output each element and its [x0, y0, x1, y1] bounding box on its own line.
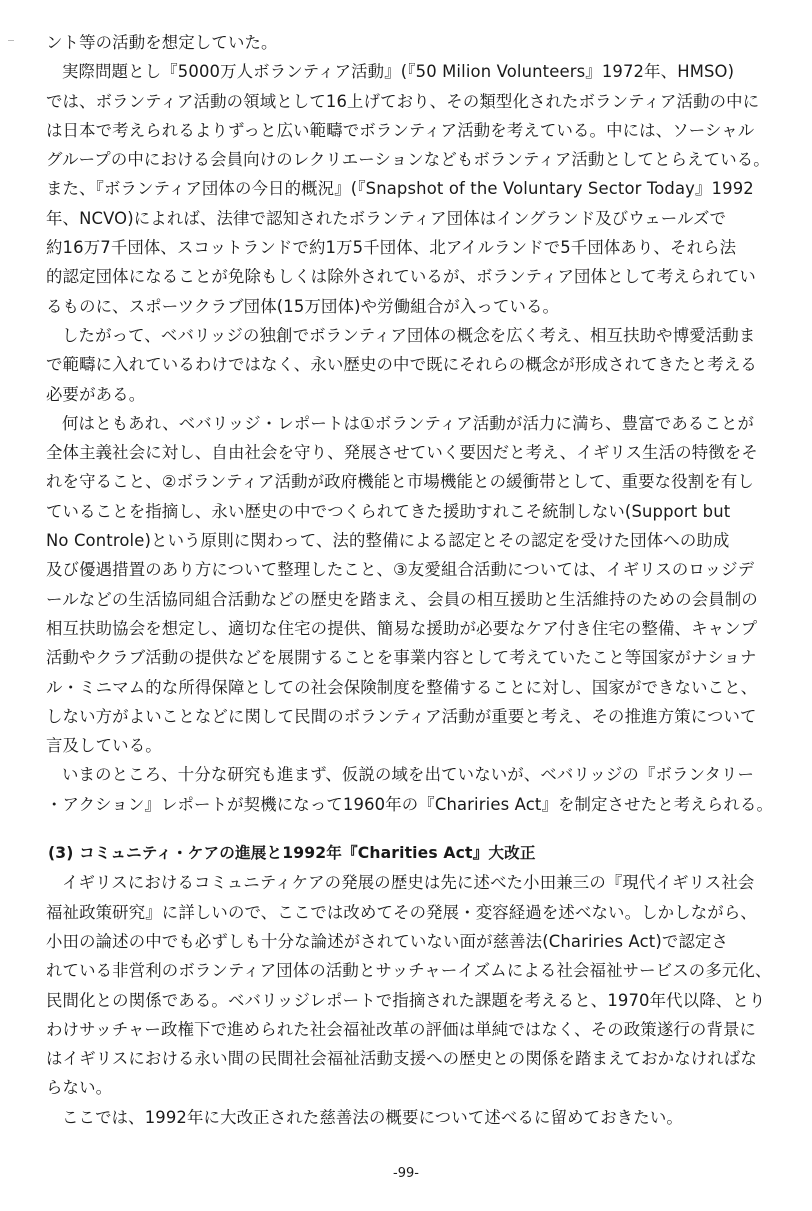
text-line: では、ボランティア活動の領域として16上げており、その類型化されたボランティア活動の中に	[46, 91, 760, 111]
text-line: ント等の活動を想定していた。	[46, 33, 278, 52]
text-line: しない方がよいことなどに関して民間のボランティア活動が重要と考え、その推進方策について	[46, 706, 757, 726]
text-line: ル・ミニマム的な所得保障としての社会保険制度を整備することに対し、国家ができないこと、	[46, 677, 758, 697]
text-line: 的認定団体になることが免除もしくは除外されているが、ボランティア団体として考えられてい	[46, 267, 756, 287]
text-line: 約16万7千団体、スコットランドで約1万5千団体、北アイルランドで5千団体あり、それら法	[46, 238, 737, 258]
section-gap	[46, 819, 784, 839]
page-number: -99-	[393, 1166, 419, 1181]
body-text	[46, 28, 784, 1132]
text-line: 何はともあれ、ベバリッジ・レポートは①ボランティア活動が活力に満ち、豊富であることが	[62, 413, 755, 433]
text-line: ていることを指摘し、永い歴史の中でつくられてきた援助すれこそ統制しない(Support but	[46, 501, 731, 521]
text-line: は日本で考えられるよりずっと広い範疇でボランティア活動を考えている。中には、ソーシャル	[46, 120, 755, 140]
text-line: 年、NCVO)によれば、法律で認知されたボランティア団体はイングランド及びウェールズで	[46, 208, 727, 228]
text-line: 相互扶助協会を想定し、適切な住宅の提供、簡易な援助が必要なケア付き住宅の整備、キャンプ	[46, 618, 758, 638]
text-line: 実際問題とし『5000万人ボランティア活動』(『50 Milion Volunteers』1972年、HMSO)	[62, 62, 735, 82]
text-line: ここでは、1992年に大改正された慈善法の概要について述べるに留めておきたい。	[62, 1107, 683, 1127]
text-line: わけサッチャー政権下で進められた社会福祉改革の評価は単純ではなく、その政策遂行の背景に	[46, 1019, 757, 1039]
text-line: 必要がある。	[46, 384, 146, 404]
text-line: グループの中における会員向けのレクリエーションなどもボランティア活動としてとらえている。	[46, 150, 770, 170]
text-line: 民間化との関係である。ベバリッジレポートで指摘された課題を考えると、1970年代以降、とり	[46, 990, 766, 1010]
text-line: 活動やクラブ活動の提供などを展開することを事業内容として考えていたこと等国家がナショナ	[46, 648, 757, 668]
text-line: らない。	[46, 1078, 113, 1098]
paragraph-block-2	[46, 868, 784, 1132]
text-line: ールなどの生活協同組合活動などの歴史を踏まえ、会員の相互援助と生活維持のための会員制の	[46, 589, 758, 609]
text-line: 小田の論述の中でも必ずしも十分な論述がされていない面が慈善法(Chariries Act)で認定さ	[46, 931, 729, 951]
text-line: で範疇に入れているわけではなく、永い歴史の中で既にそれらの概念が形成されてきたと考える	[46, 355, 757, 375]
paragraph-block-1	[46, 28, 784, 819]
text-line: れを守ること、②ボランティア活動が政府機能と市場機能との緩衝帯として、重要な役割を有し	[46, 472, 754, 492]
text-line: したがって、ベバリッジの独創でボランティア団体の概念を広く考え、相互扶助や博愛活動ま	[62, 325, 756, 345]
text-line: 全体主義社会に対し、自由社会を守り、発展させていく要因だと考え、イギリス生活の特徴をそ	[46, 443, 758, 463]
text-line: ・アクション』レポートが契機になって1960年の『Chariries Act』を制定させたと考えられる。	[46, 794, 774, 814]
text-line: れている非営利のボランティア団体の活動とサッチャーイズムによる社会福祉サービスの多元化、	[46, 961, 772, 981]
text-line: イギリスにおけるコミュニティケアの発展の歴史は先に述べた小田兼三の『現代イギリス社会	[62, 873, 755, 893]
scan-artifact	[8, 40, 14, 41]
text-line: るものに、スポーツクラブ団体(15万団体)や労働組合が入っている。	[46, 296, 560, 316]
text-line: いまのところ、十分な研究も進まず、仮説の域を出ていないが、ベバリッジの『ボランタリー	[62, 765, 755, 785]
text-line: No Controle)という原則に関わって、法的整備による認定とその認定を受けた団体への助成	[46, 531, 730, 551]
text-line: 言及している。	[46, 736, 162, 756]
text-line: はイギリスにおける永い間の民間社会福祉活動支援への歴史との関係を踏まえておかなければな	[46, 1049, 757, 1069]
text-line: 福祉政策研究』に詳しいので、ここでは改めてその発展・変容経過を述べない。しかしながら、	[46, 902, 757, 922]
text-line: 及び優遇措置のあり方について整理したこと、③友愛組合活動については、イギリスのロッジデ	[46, 560, 755, 580]
section-heading: (3) コミュニティ・ケアの進展と1992年『Charities Act』大改正	[48, 844, 536, 863]
text-line: また、『ボランティア団体の今日的概況』(『Snapshot of the Voluntary Sector Today』1992	[46, 179, 754, 199]
